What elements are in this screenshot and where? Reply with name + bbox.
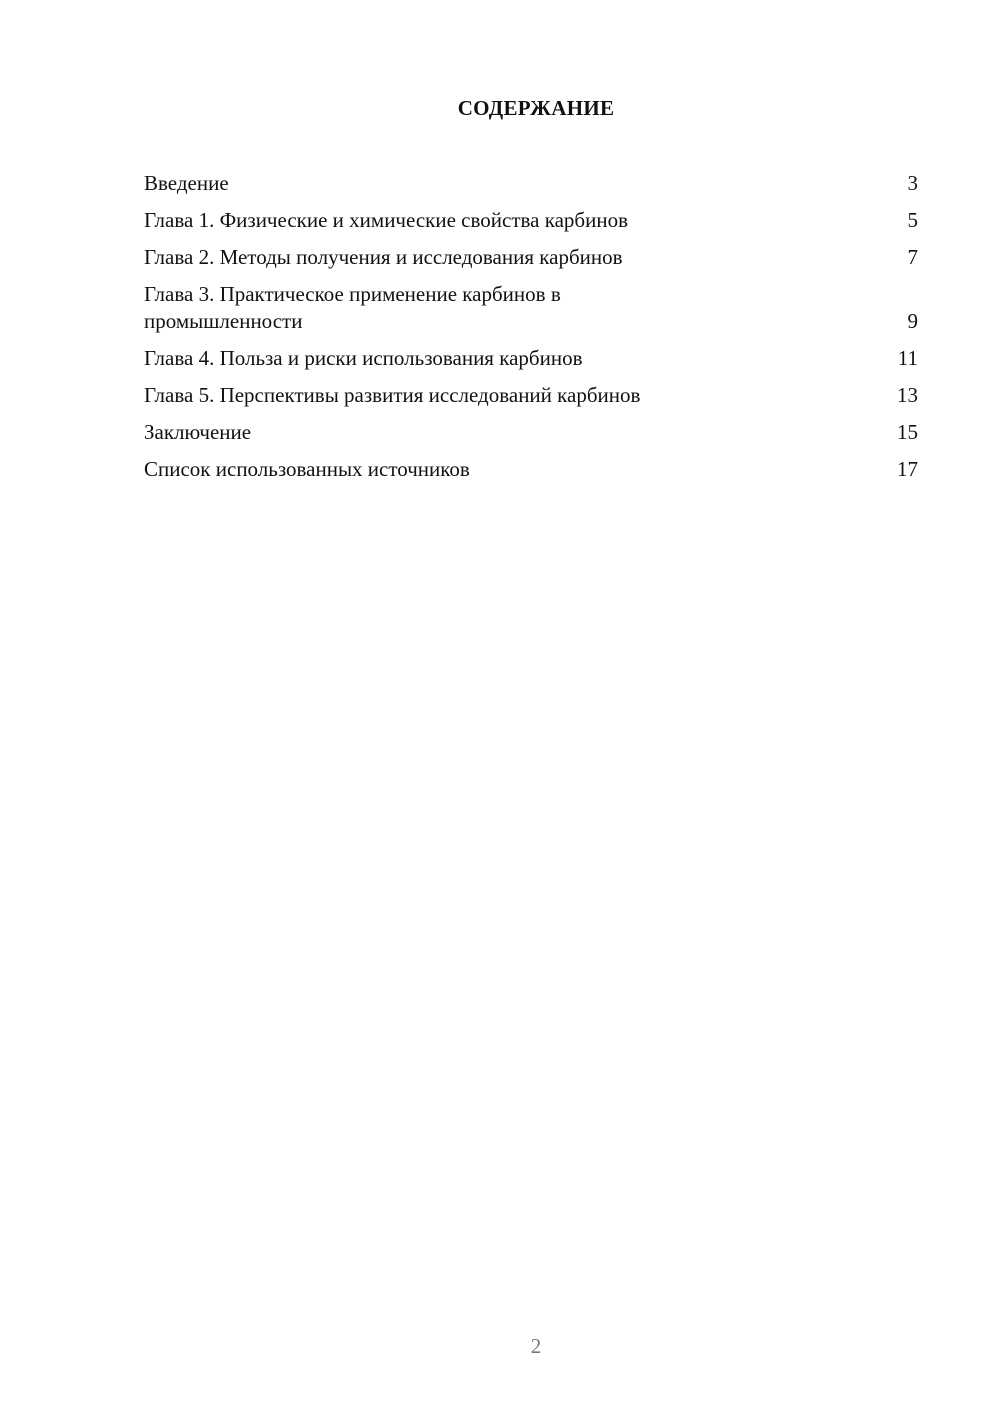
toc-entry-text: Глава 4. Польза и риски использования карбинов (144, 346, 583, 370)
toc-entry-text: Заключение (144, 420, 252, 444)
toc-entry-page: 11 (897, 346, 918, 370)
toc-entry-chapter-4 (144, 345, 918, 372)
toc-entry-chapter-5 (144, 382, 918, 409)
toc-entry-page: 7 (907, 245, 918, 269)
toc-entry-text: Глава 2. Методы получения и исследования карбинов (144, 245, 623, 269)
page-number: 2 (530, 1334, 542, 1358)
toc-entry-page: 17 (897, 457, 918, 481)
toc-entry-chapter-1 (144, 207, 918, 234)
toc-entry-page: 13 (897, 383, 918, 407)
toc-entry-chapter-2 (144, 244, 918, 271)
toc-entry-text: Список использованных источников (144, 457, 470, 481)
toc-title: СОДЕРЖАНИЕ (457, 96, 615, 120)
toc-entry-conclusion (144, 419, 918, 446)
toc-entry-page: 3 (907, 171, 918, 195)
toc-entry-text: Глава 3. Практическое применение карбинов в промышленности (144, 282, 561, 333)
toc-entry-page: 9 (907, 309, 918, 333)
toc-entry-text: Введение (144, 171, 229, 195)
toc-entry-text: Глава 1. Физические и химические свойства карбинов (144, 208, 628, 232)
toc-entry-page: 15 (897, 420, 918, 444)
table-of-contents (144, 170, 918, 493)
toc-entry-references (144, 456, 918, 483)
toc-entry-page: 5 (907, 208, 918, 232)
toc-entry-text: Глава 5. Перспективы развития исследований карбинов (144, 383, 641, 407)
toc-entry-chapter-3 (144, 281, 918, 335)
toc-entry-introduction (144, 170, 918, 197)
